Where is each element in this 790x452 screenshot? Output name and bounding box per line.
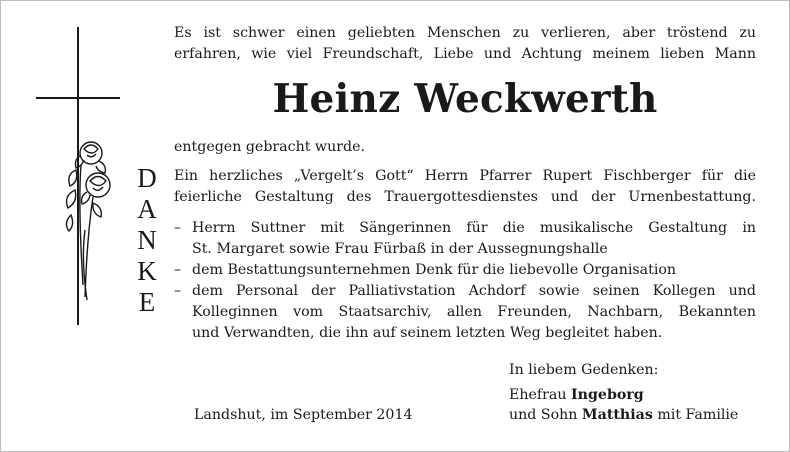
list-item-3-line-1: dem Personal der Palliativstation Achdorf sowie seinen Kollegen und (192, 283, 756, 299)
son-line (509, 405, 738, 425)
son-prefix: und Sohn (509, 407, 578, 423)
son-name: Matthias (581, 407, 653, 423)
list-item-3-line-3: und Verwandten, die ihn auf seinem letzten Weg begleitet haben. (192, 325, 663, 341)
danke-letter: N (137, 225, 157, 255)
wife-line (509, 385, 644, 405)
danke-vertical (132, 163, 162, 318)
danke-letter: D (137, 163, 157, 193)
danke-letter: K (137, 256, 157, 286)
deceased-name: Heinz Weckwerth (272, 76, 658, 122)
wife-prefix: Ehefrau (509, 387, 567, 403)
list-item-3-line-2: Kolleginnen vom Staatsarchiv, allen Freunden, Nachbarn, Bekannten (192, 304, 756, 320)
list-item-2-line-1: dem Bestattungsunternehmen Denk für die liebevolle Organisation (192, 262, 677, 278)
list-bullet: – (174, 262, 182, 278)
son-suffix: mit Familie (657, 407, 739, 423)
intro-line-1: Es ist schwer einen geliebten Menschen zu verlieren, aber tröstend zu (174, 25, 756, 41)
cross-with-roses-icon (31, 25, 131, 345)
list-bullet: – (174, 220, 182, 236)
intro-continuation: entgegen gebracht wurde. (174, 139, 365, 155)
list-item-1-line-2: St. Margaret sowie Frau Fürbaß in der Aussegnungshalle (192, 241, 608, 257)
intro-line-2: erfahren, wie viel Freundschaft, Liebe und Achtung meinem lieben Mann (174, 46, 756, 62)
danke-letter: E (138, 287, 156, 317)
thanks-line-1: Ein herzliches „Vergelt’s Gott“ Herrn Pfarrer Rupert Fischberger für die (174, 168, 756, 184)
wife-name: Ingeborg (571, 387, 644, 403)
danke-letter: A (137, 194, 157, 224)
list-bullet: – (174, 283, 182, 299)
place-and-date: Landshut, im September 2014 (194, 407, 413, 423)
in-memory-label: In liebem Gedenken: (509, 362, 659, 378)
thanks-line-2: feierliche Gestaltung des Trauergottesdienstes und der Urnenbestattung. (174, 189, 756, 205)
list-item-1-line-1: Herrn Suttner mit Sängerinnen für die musikalische Gestaltung in (192, 220, 756, 236)
